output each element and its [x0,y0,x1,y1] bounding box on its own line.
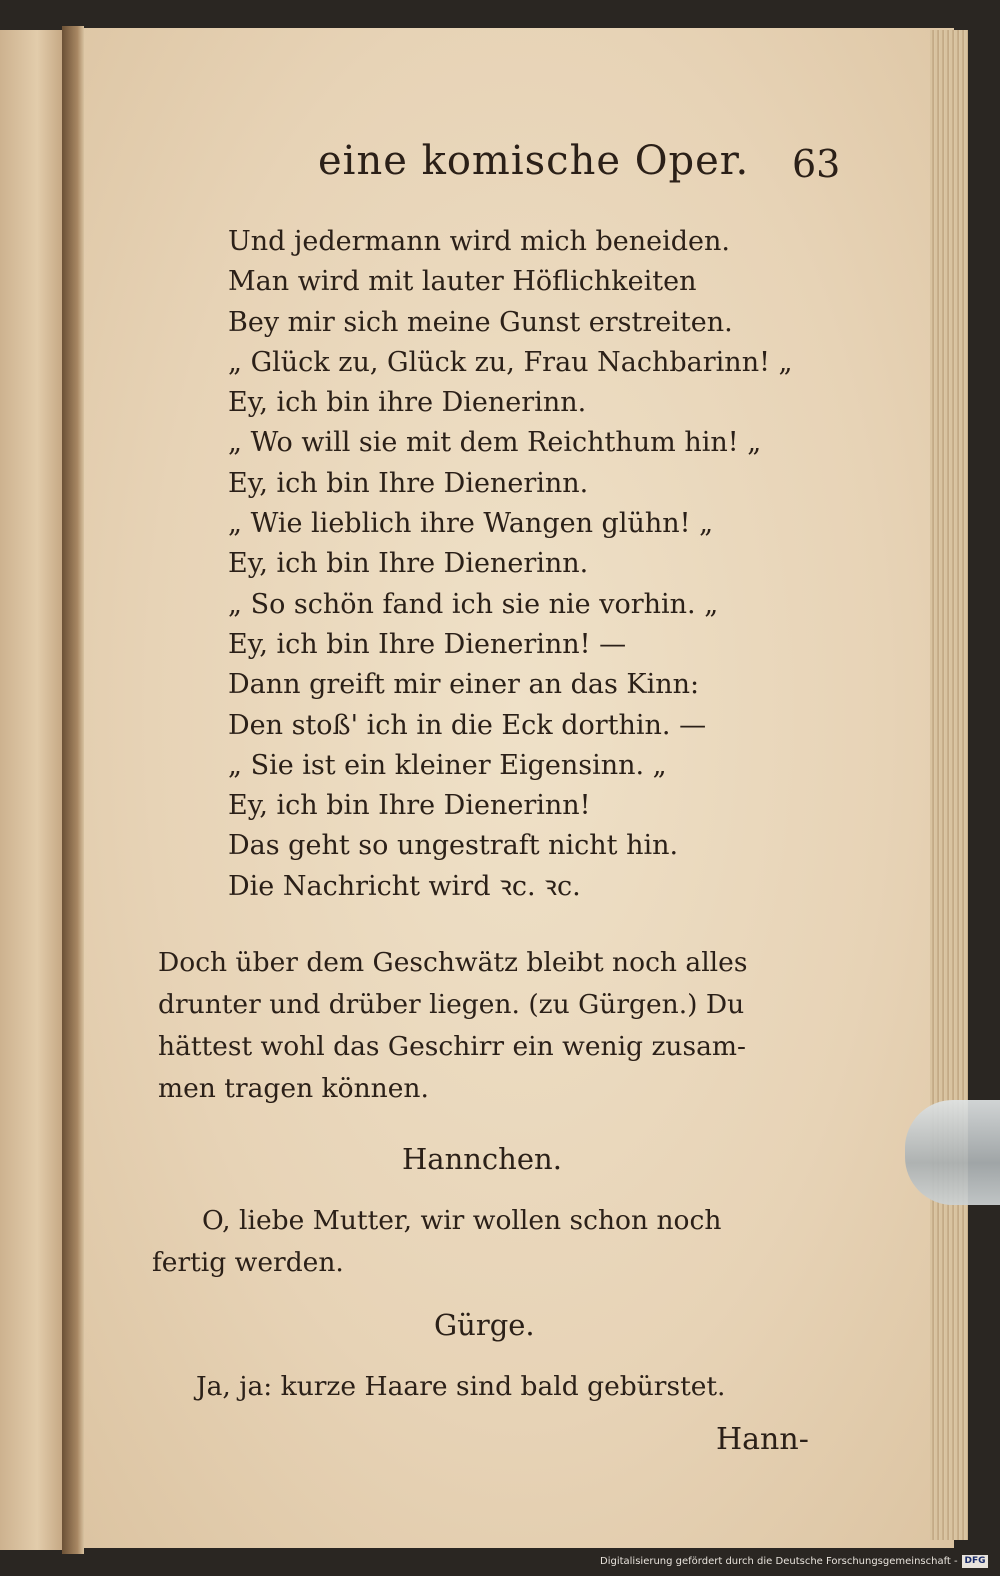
speaker-name: Hannchen. [402,1142,562,1176]
facing-page-edge [0,30,68,1550]
verse-line: Und jedermann wird mich beneiden. [228,226,730,257]
prose-line: Doch über dem Geschwätz bleibt noch alles [158,947,748,978]
verse-line: Die Nachricht wird ꝛc. ꝛc. [228,870,581,902]
prose-line: fertig werden. [152,1247,344,1278]
verse-line: Ey, ich bin Ihre Dienerinn. [228,467,589,499]
speaker-name: Gürge. [434,1308,535,1342]
catchword: Hann- [716,1422,809,1457]
verse-line: Ey, ich bin Ihre Dienerinn. [228,548,589,580]
page-clip [905,1100,1000,1205]
verse-line: Ey, ich bin Ihre Dienerinn! [228,790,591,822]
prose-line: men tragen können. [158,1073,429,1104]
prose-line: Ja, ja: kurze Haare sind bald gebürstet. [196,1371,726,1402]
verse-line: „ Sie ist ein kleiner Eigensinn. „ [228,749,667,781]
prose-paragraph [158,942,838,1110]
verse-line: „ Wo will sie mit dem Reichthum hin! „ [228,427,762,459]
verse-line: Ey, ich bin Ihre Dienerinn! — [228,628,627,660]
prose-paragraph [152,1200,832,1284]
verse-line: Den stoß' ich in die Eck dorthin. — [228,709,707,741]
verse-block [228,222,793,907]
verse-line: Bey mir sich meine Gunst erstreiten. [228,306,733,338]
prose-paragraph [196,1366,876,1408]
book-gutter [62,26,84,1554]
prose-line: hättest wohl das Geschirr ein wenig zusam- [158,1031,746,1062]
verse-line: „ Glück zu, Glück zu, Frau Nachbarinn! „ [228,346,793,378]
verse-line: Man wird mit lauter Höflichkeiten [228,266,697,298]
verse-line: „ So schön fand ich sie nie vorhin. „ [228,588,719,620]
prose-line: drunter und drüber liegen. (zu Gürgen.) Du [158,989,745,1020]
page-number: 63 [792,142,841,186]
prose-line: O, liebe Mutter, wir wollen schon noch [202,1205,722,1236]
verse-line: Das geht so ungestraft nicht hin. [228,830,679,862]
verse-line: „ Wie lieblich ihre Wangen glühn! „ [228,508,714,540]
digitization-credit: Digitalisierung gefördert durch die Deutsche Forschungsgemeinschaft - [600,1556,958,1567]
running-title: eine komische Oper. [318,138,750,184]
verse-line: Dann greift mir einer an das Kinn: [228,669,700,701]
verse-line: Ey, ich bin ihre Dienerinn. [228,387,587,419]
dfg-logo: DFG [962,1555,988,1568]
page-stack-edge [930,30,968,1540]
